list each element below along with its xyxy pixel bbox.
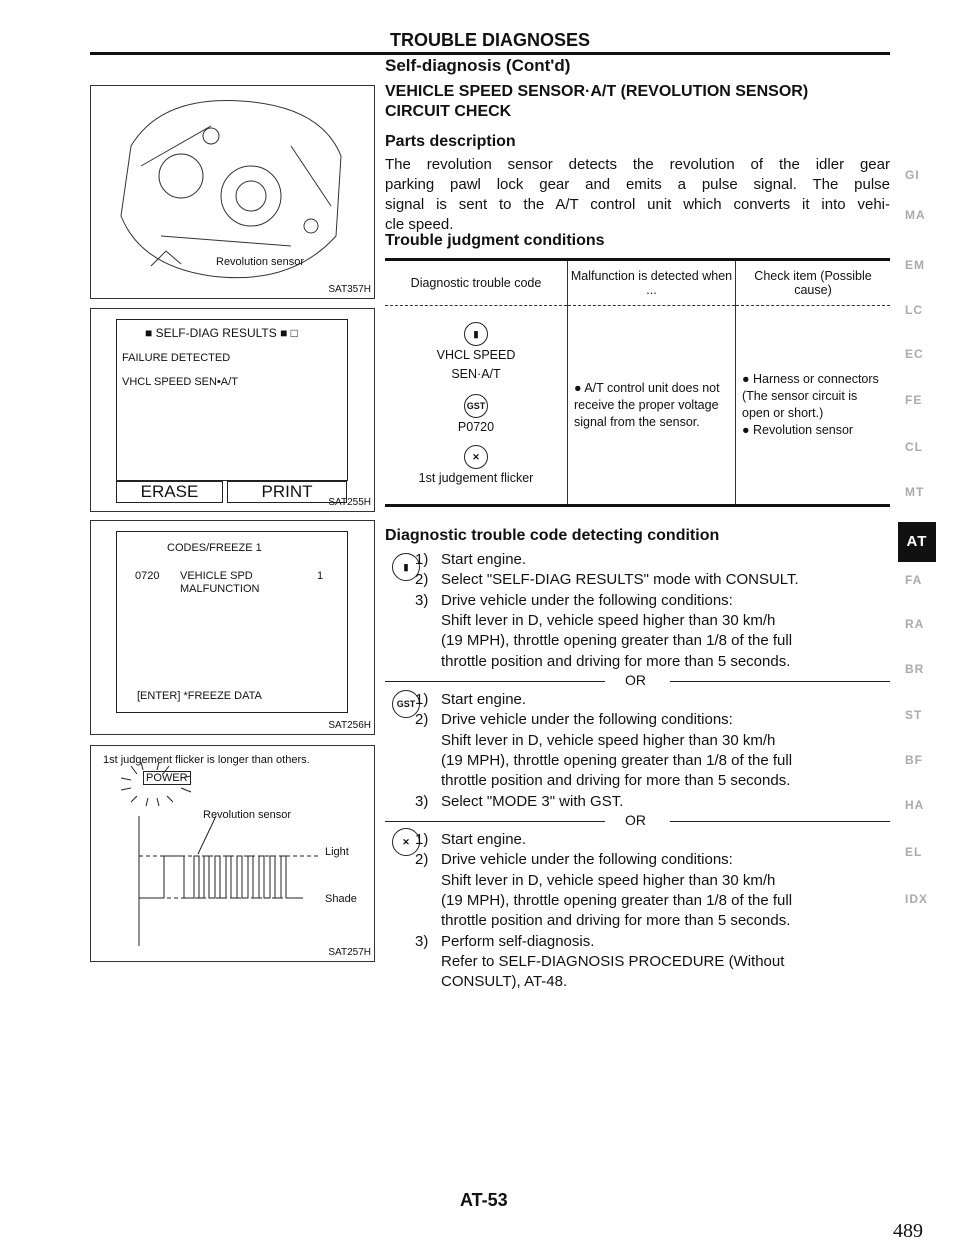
page-header: TROUBLE DIAGNOSES bbox=[389, 30, 590, 50]
table-row bbox=[385, 306, 890, 506]
erase-button[interactable]: ERASE bbox=[116, 481, 223, 503]
or-label: OR bbox=[625, 672, 646, 688]
step-text: throttle position and driving for more than 5 seconds. bbox=[441, 652, 791, 670]
step-number: 2) bbox=[415, 851, 429, 869]
revolution-sensor-label: Revolution sensor bbox=[203, 809, 292, 821]
step-number: 1) bbox=[415, 691, 429, 708]
col-header: Diagnostic trouble code bbox=[385, 260, 568, 306]
subsection-title: VEHICLE SPEED SENSOR·A/T (REVOLUTION SENSOR) bbox=[385, 83, 809, 100]
step-text: Start engine. bbox=[441, 551, 527, 568]
check-cell bbox=[736, 306, 891, 506]
code-count: 1 bbox=[317, 570, 324, 582]
sidebar-tab-mt[interactable]: MT bbox=[905, 485, 925, 499]
step-text: (19 MPH), throttle opening greater than 1/8 of the full bbox=[441, 632, 793, 650]
print-button[interactable]: PRINT bbox=[227, 481, 347, 503]
step-text: Select "SELF-DIAG RESULTS" mode with CONSULT. bbox=[441, 571, 799, 589]
light-label: Light bbox=[325, 846, 349, 858]
figure-caption: 1st judgement flicker is longer than others. bbox=[103, 754, 310, 766]
check-item: ● Harness or connectors (The sensor circuit is open or short.) bbox=[742, 372, 879, 420]
trouble-table bbox=[385, 258, 890, 507]
step-text: Shift lever in D, vehicle speed higher than 30 km/h bbox=[441, 731, 776, 749]
sidebar-tab-gi[interactable]: GI bbox=[905, 168, 920, 182]
sidebar-tab-ra[interactable]: RA bbox=[905, 617, 925, 631]
consult-code: VHCL SPEED SEN·A/T bbox=[436, 348, 516, 381]
check-item-text: Revolution sensor bbox=[753, 423, 854, 437]
step-text: throttle position and driving for more than 5 seconds. bbox=[441, 912, 791, 930]
screen-title: CODES/FREEZE 1 bbox=[167, 542, 262, 554]
step-text: (19 MPH), throttle opening greater than 1/8 of the full bbox=[441, 891, 793, 909]
or-divider bbox=[385, 814, 890, 828]
header-rule bbox=[90, 52, 890, 55]
figure-codes-freeze-screen bbox=[90, 520, 375, 735]
figure-flicker-diagram bbox=[90, 745, 375, 962]
sidebar-tab-ha[interactable]: HA bbox=[905, 798, 925, 812]
sidebar-tab-idx[interactable]: IDX bbox=[905, 892, 929, 906]
code-description: VEHICLE SPD bbox=[180, 570, 253, 582]
step-text: Drive vehicle under the following conditions: bbox=[441, 711, 733, 729]
sidebar-tab-lc[interactable]: LC bbox=[905, 303, 923, 317]
text-line: cle speed. bbox=[385, 216, 454, 233]
gst-code: P0720 bbox=[457, 420, 495, 434]
consult-screen bbox=[116, 319, 348, 481]
or-divider bbox=[385, 674, 890, 688]
step-text: Start engine. bbox=[441, 691, 527, 708]
consult-icon: ▮ bbox=[464, 322, 488, 346]
step-text: Shift lever in D, vehicle speed higher than 30 km/h bbox=[441, 611, 776, 629]
flicker-waveform-icon bbox=[91, 746, 374, 961]
code-cell bbox=[385, 306, 568, 506]
gst-icon: GST bbox=[464, 394, 488, 418]
code-description: MALFUNCTION bbox=[180, 583, 260, 595]
figure-transmission bbox=[90, 85, 375, 299]
shade-label: Shade bbox=[325, 893, 357, 905]
text-line: signal is sent to the A/T control unit which converts it into vehi- bbox=[385, 196, 890, 213]
malfunction-cell: ● A/T control unit does not receive the proper voltage signal from the sensor. bbox=[568, 306, 736, 506]
figure-code: SAT357H bbox=[328, 284, 371, 295]
malfunction-text: A/T control unit does not receive the proper voltage signal from the sensor. bbox=[574, 380, 720, 429]
step-number: 2) bbox=[415, 711, 429, 729]
sidebar-tab-em[interactable]: EM bbox=[905, 258, 925, 272]
or-label: OR bbox=[625, 812, 646, 828]
col-header: Check item (Possible cause) bbox=[736, 260, 891, 306]
step-number: 1) bbox=[415, 831, 429, 848]
revolution-sensor-label: Revolution sensor bbox=[216, 256, 305, 268]
step-text: Refer to SELF-DIAGNOSIS PROCEDURE (Without bbox=[441, 952, 785, 970]
step-text: throttle position and driving for more than 5 seconds. bbox=[441, 772, 791, 790]
detect-heading: Diagnostic trouble code detecting condition bbox=[385, 527, 720, 544]
consult-icon: ▮ bbox=[392, 553, 420, 581]
step-number: 1) bbox=[415, 551, 429, 568]
screen-footer: [ENTER] *FREEZE DATA bbox=[137, 690, 262, 702]
step-number: 3) bbox=[415, 792, 429, 810]
check-item-text: Harness or connectors (The sensor circuit is open or short.) bbox=[742, 372, 879, 420]
figure-code: SAT255H bbox=[328, 497, 371, 508]
sidebar-tab-cl[interactable]: CL bbox=[905, 440, 923, 454]
no-tools-icon: ✕ bbox=[392, 828, 420, 856]
col-header: Malfunction is detected when ... bbox=[568, 260, 736, 306]
sidebar-tab-bf[interactable]: BF bbox=[905, 753, 923, 767]
flicker-code: 1st judgement flicker bbox=[418, 471, 534, 485]
parts-description bbox=[385, 155, 890, 235]
figure-code: SAT256H bbox=[328, 720, 371, 731]
sidebar-tab-at[interactable]: AT bbox=[898, 522, 936, 562]
step-text: Start engine. bbox=[441, 831, 527, 848]
step-text: Perform self-diagnosis. bbox=[441, 932, 595, 950]
screen-line: FAILURE DETECTED bbox=[122, 352, 231, 364]
subsection-title: CIRCUIT CHECK bbox=[385, 103, 512, 120]
step-number: 2) bbox=[415, 571, 429, 589]
section-title: Self-diagnosis (Cont'd) bbox=[385, 56, 571, 75]
page-code: AT-53 bbox=[460, 1190, 508, 1210]
text-line: The revolution sensor detects the revolution of the idler gear bbox=[385, 156, 890, 173]
step-text: CONSULT), AT-48. bbox=[441, 973, 568, 991]
sidebar-tab-ma[interactable]: MA bbox=[905, 208, 926, 222]
step-text: Shift lever in D, vehicle speed higher than 30 km/h bbox=[441, 871, 776, 889]
screen-title: ■ SELF-DIAG RESULTS ■ □ bbox=[145, 326, 298, 340]
screen-line: VHCL SPEED SEN•A/T bbox=[122, 376, 238, 388]
power-lamp: POWER bbox=[143, 771, 191, 785]
sidebar-tab-st[interactable]: ST bbox=[905, 708, 923, 722]
sidebar-tab-ec[interactable]: EC bbox=[905, 347, 924, 361]
parts-heading: Parts description bbox=[385, 133, 516, 150]
judgment-heading: Trouble judgment conditions bbox=[385, 232, 605, 249]
figure-self-diag-screen bbox=[90, 308, 375, 512]
step-text: Drive vehicle under the following conditions: bbox=[441, 851, 733, 869]
step-number: 3) bbox=[415, 932, 429, 950]
sidebar-tab-fe[interactable]: FE bbox=[905, 393, 923, 407]
check-item: ● Revolution sensor bbox=[742, 423, 854, 437]
step-text: (19 MPH), throttle opening greater than 1/8 of the full bbox=[441, 751, 793, 769]
sidebar-tab-el[interactable]: EL bbox=[905, 845, 923, 859]
figure-code: SAT257H bbox=[328, 947, 371, 958]
text-line: parking pawl lock gear and emits a pulse signal. The pulse bbox=[385, 176, 890, 193]
screen-title-text: SELF-DIAG RESULTS bbox=[155, 326, 277, 340]
gst-icon: GST bbox=[392, 690, 420, 718]
step-number: 3) bbox=[415, 591, 429, 609]
sidebar-tab-fa[interactable]: FA bbox=[905, 573, 923, 587]
page-number: 489 bbox=[893, 1220, 923, 1242]
sidebar-tab-br[interactable]: BR bbox=[905, 662, 925, 676]
consult-screen bbox=[116, 531, 348, 713]
no-tools-icon: ✕ bbox=[464, 445, 488, 469]
code-number: 0720 bbox=[135, 570, 160, 582]
step-text: Select "MODE 3" with GST. bbox=[441, 792, 624, 810]
step-text: Drive vehicle under the following conditions: bbox=[441, 591, 733, 609]
